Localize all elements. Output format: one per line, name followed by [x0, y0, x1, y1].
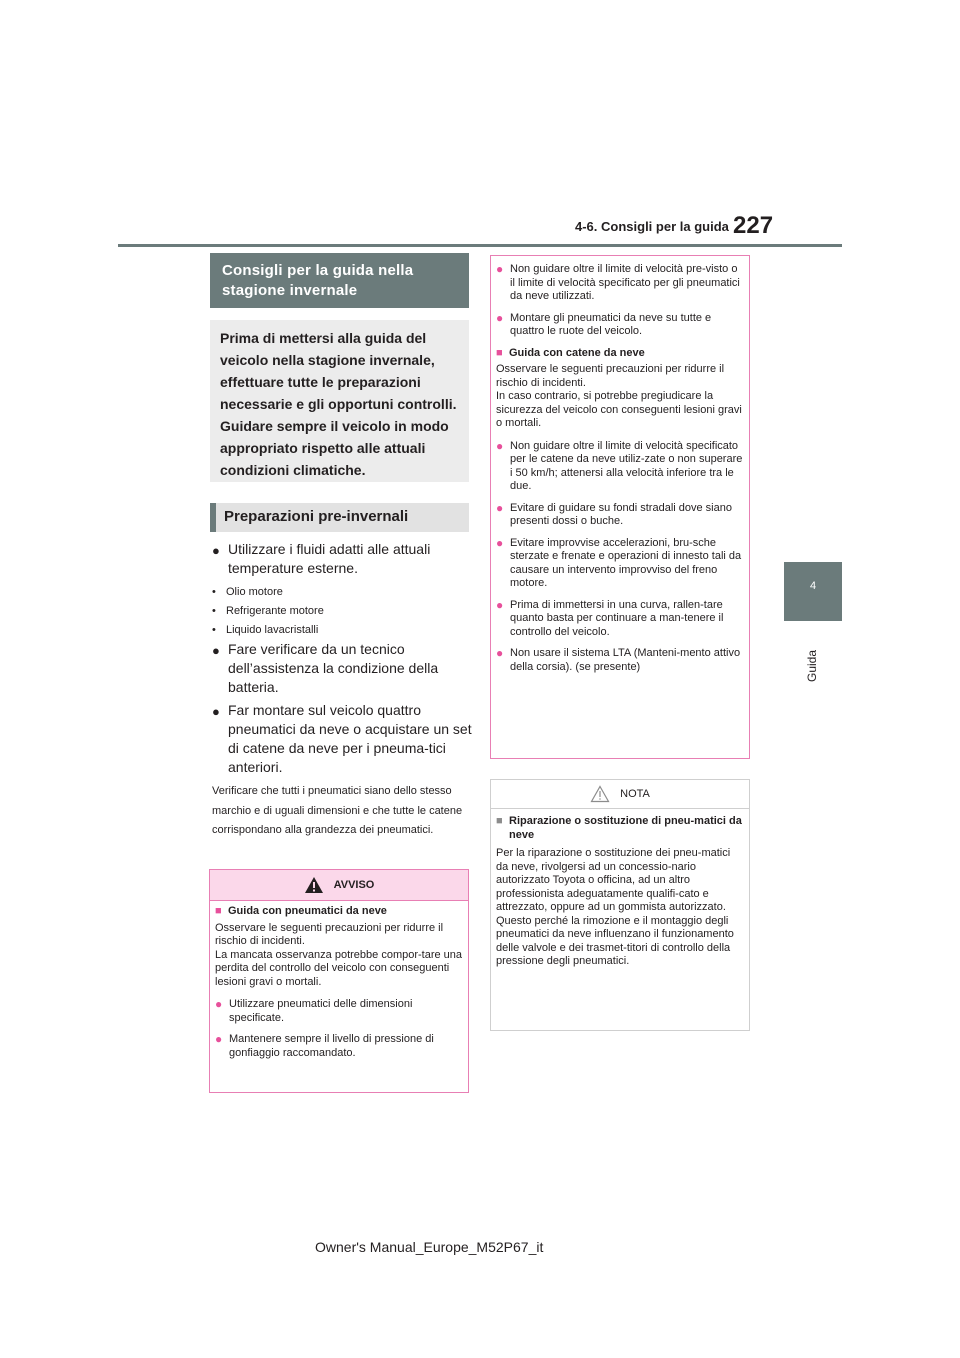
dot-bullet-icon: ● — [496, 438, 504, 453]
section-title-text: Guida con pneumatici da neve — [228, 905, 387, 917]
list-item: • Liquido lavacristalli — [212, 621, 467, 640]
list-item-text: Utilizzare i fluidi adatti alle attuali temperature esterne. — [228, 541, 431, 576]
list-item — [212, 701, 472, 777]
tyre-note: Verificare che tutti i pneumatici siano dello stesso marchio e di uguali dimensioni e che tutte le catene corrispondano alla grandezza dei pneumatici. — [212, 785, 463, 836]
list-item-text: Mantenere sempre il livello di pressione di gonfiaggio raccomandato. — [229, 1033, 434, 1059]
avviso-section-title — [215, 905, 463, 919]
list-item — [496, 599, 744, 640]
bullet-icon: ● — [212, 704, 220, 719]
warning-icon — [304, 876, 324, 894]
chapter-tab[interactable]: 4 — [784, 562, 842, 621]
list-item-text: Refrigerante motore — [226, 605, 324, 617]
bullet-icon: ● — [212, 643, 220, 658]
dot-bullet-icon: ● — [496, 535, 504, 550]
list-item — [215, 1033, 463, 1060]
avviso-box — [209, 869, 469, 1093]
avviso-label: AVVISO — [333, 879, 375, 891]
list-item-text: Montare gli pneumatici da neve su tutte e quattro le ruote del veicolo. — [510, 311, 712, 337]
bullet-icon: ● — [212, 543, 220, 558]
intro-box: Prima di mettersi alla guida del veicolo nella stagione invernale, effettuare tutte le preparazioni necessarie e gli opportuni controlli. Guidare sempre il veicolo in modo appropriato rispetto alle attuali condizioni climatiche. — [210, 320, 469, 482]
fluids-list — [212, 583, 467, 640]
list-item-text: Olio motore — [226, 586, 283, 598]
nota-label: NOTA — [620, 788, 650, 800]
nota-section-title — [496, 815, 744, 842]
dot-bullet-icon: ● — [496, 262, 504, 276]
list-item — [212, 540, 472, 578]
dot-bullet-icon: ● — [496, 646, 504, 660]
page-number: 227 — [733, 212, 774, 239]
square-bullet-icon: ■ — [215, 905, 222, 917]
list-item — [212, 640, 472, 697]
list-item: • Refrigerante motore — [212, 602, 467, 621]
nota-box — [490, 779, 750, 1031]
list-item-text: Prima di immettersi in una curva, rallen-tare quanto basta per continuare a man-tenere il controllo del veicolo. — [510, 598, 724, 638]
list-item-text: Liquido lavacristalli — [226, 624, 319, 636]
nota-para: Per la riparazione o sostituzione dei pneu-matici da neve, rivolgersi ad un concessio-nario autorizzato Toyota o officina, ad un altro professionista adeguatamente qualifi-cato e attrezzato, oppure ad un gommista autorizzato. Questo perché la rimozione e il montaggio degli pneumatici da neve influenzano il funzionamento delle valvole e dei trasmet-titori di controllo della pressione degli pneumatici. — [496, 847, 734, 967]
heading-winter-driving: Consigli per la guida nella stagione invernale — [210, 253, 469, 308]
caution-icon — [590, 785, 610, 803]
list-item-text: Fare verificare da un tecnico dell’assistenza la condizione della batteria. — [228, 641, 439, 695]
avviso-header — [210, 870, 468, 901]
chapter-label: Guida — [805, 649, 819, 683]
chains-para: Osservare le seguenti precauzioni per ridurre il rischio di incidenti. In caso contrario, si potrebbe pregiudicare la sicurezza del veicolo con conseguenti lesioni gravi o mortali. — [496, 363, 742, 429]
list-item-text: Utilizzare pneumatici delle dimensioni specificate. — [229, 998, 413, 1024]
dot-bullet-icon: ● — [215, 1032, 223, 1046]
dot-bullet-icon: ● — [496, 310, 504, 325]
square-bullet-icon: ■ — [496, 815, 503, 827]
nota-header — [491, 780, 749, 809]
section-title-text: Riparazione o sostituzione di pneu-matici da neve — [509, 815, 742, 841]
list-item-text: Evitare di guidare su fondi stradali dove siano presenti dossi o buche. — [510, 501, 732, 527]
square-bullet-icon: ■ — [496, 346, 503, 359]
dot-bullet-icon: ● — [215, 997, 223, 1011]
list-item — [496, 647, 744, 674]
section-title: 4-6. Consigli per la guida — [575, 219, 729, 234]
dot-bullet-icon: ● — [496, 597, 504, 612]
header-rule — [118, 244, 842, 247]
chains-section-title — [496, 347, 744, 361]
list-item-text: Non guidare oltre il limite di velocità pre-visto o il limite di velocità specificato per gli pneumatici da neve utilizzati. — [510, 263, 740, 302]
footer-manual-id: Owner's Manual_Europe_M52P67_it — [315, 1239, 544, 1255]
list-item-text: Far montare sul veicolo quattro pneumatici da neve o acquistare un set di catene da neve per i pneuma-tici anteriori. — [228, 702, 472, 775]
list-item-text: Non usare il sistema LTA (Manteni-mento attivo della corsia). (se presente) — [510, 647, 741, 673]
section-title-text: Guida con catene da neve — [509, 346, 645, 359]
list-item — [496, 263, 744, 304]
dot-bullet-icon: ● — [496, 500, 504, 515]
list-item — [496, 537, 744, 591]
list-item: • Olio motore — [212, 583, 467, 602]
list-item-text: Evitare improvvise accelerazioni, bru-sche sterzate e frenate e operazioni di innesto tali da causare un intervento improvviso del freno motore. — [510, 536, 742, 589]
list-item-text: Non guidare oltre il limite di velocità specificato per le catene da neve utiliz-zate o non superare i 50 km/h; attenersi alla velocità inferiore tra le due. — [510, 439, 743, 492]
avviso-continued-box — [490, 255, 750, 759]
heading-pre-winter: Preparazioni pre-invernali — [210, 503, 469, 532]
list-item — [215, 998, 463, 1025]
list-item — [496, 502, 744, 529]
list-item — [496, 312, 744, 339]
list-item — [496, 440, 744, 494]
avviso-para: Osservare le seguenti precauzioni per ridurre il rischio di incidenti. La mancata osservanza potrebbe compor-tare una perdita del controllo del veicolo con conseguenti lesioni gravi o mortali. — [215, 921, 463, 988]
